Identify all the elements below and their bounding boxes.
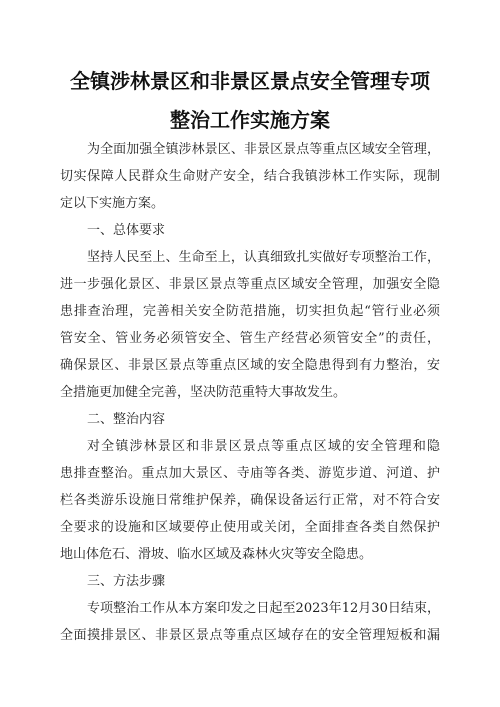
section-1-paragraph-line: 进一步强化景区、非景区景点等重点区域安全管理，加强安全隐 — [60, 277, 440, 292]
section-1-paragraph-line: 确保景区、非景区景点等重点区域的安全隐患得到有力整治，安 — [60, 358, 440, 373]
intro-paragraph-line: 切实保障人民群众生命财产安全，结合我镇涉林工作实际，现制 — [60, 169, 440, 184]
intro-paragraph-line: 定以下实施方案。 — [60, 196, 165, 211]
section-1-paragraph-line: 坚持人民至上、生命至上，认真细致扎实做好专项整治工作， — [87, 250, 440, 265]
section-2-paragraph-line: 对全镇涉林景区和非景区景点等重点区域的安全管理和隐 — [87, 439, 440, 454]
section-3-paragraph-line: 专项整治工作从本方案印发之日起至2023年12月30日结束， — [87, 601, 440, 616]
section-1-paragraph-line: 患排查治理，完善相关安全防范措施，切实担负起“管行业必须 — [60, 304, 440, 319]
section-2-paragraph-line: 患排查整治。重点加大景区、寺庙等各类、游览步道、河道、护 — [60, 466, 440, 481]
section-2-paragraph-line: 地山体危石、滑坡、临水区域及森林火灾等安全隐患。 — [60, 547, 373, 562]
document-title-line-2: 整治工作实施方案 — [170, 108, 330, 132]
section-1-paragraph-line: 管安全、管业务必须管安全、管生产经营必须管安全”的责任， — [60, 331, 440, 346]
section-3-paragraph-line: 全面摸排景区、非景区景点等重点区域存在的安全管理短板和漏 — [60, 628, 440, 643]
section-heading-rectification-content: 二、整治内容 — [87, 412, 166, 427]
section-heading-general-requirements: 一、总体要求 — [87, 223, 166, 238]
section-2-paragraph-line: 全要求的设施和区域要停止使用或关闭，全面排查各类自然保护 — [60, 520, 440, 535]
intro-paragraph-line: 为全面加强全镇涉林景区、非景区景点等重点区域安全管理， — [87, 142, 440, 157]
section-heading-methods-steps: 三、方法步骤 — [87, 574, 166, 589]
section-1-paragraph-line: 全措施更加健全完善，坚决防范重特大事故发生。 — [60, 385, 347, 400]
document-title-line-1: 全镇涉林景区和非景区景点安全管理专项 — [70, 69, 430, 93]
section-2-paragraph-line: 栏各类游乐设施日常维护保养，确保设备运行正常，对不符合安 — [60, 493, 440, 508]
